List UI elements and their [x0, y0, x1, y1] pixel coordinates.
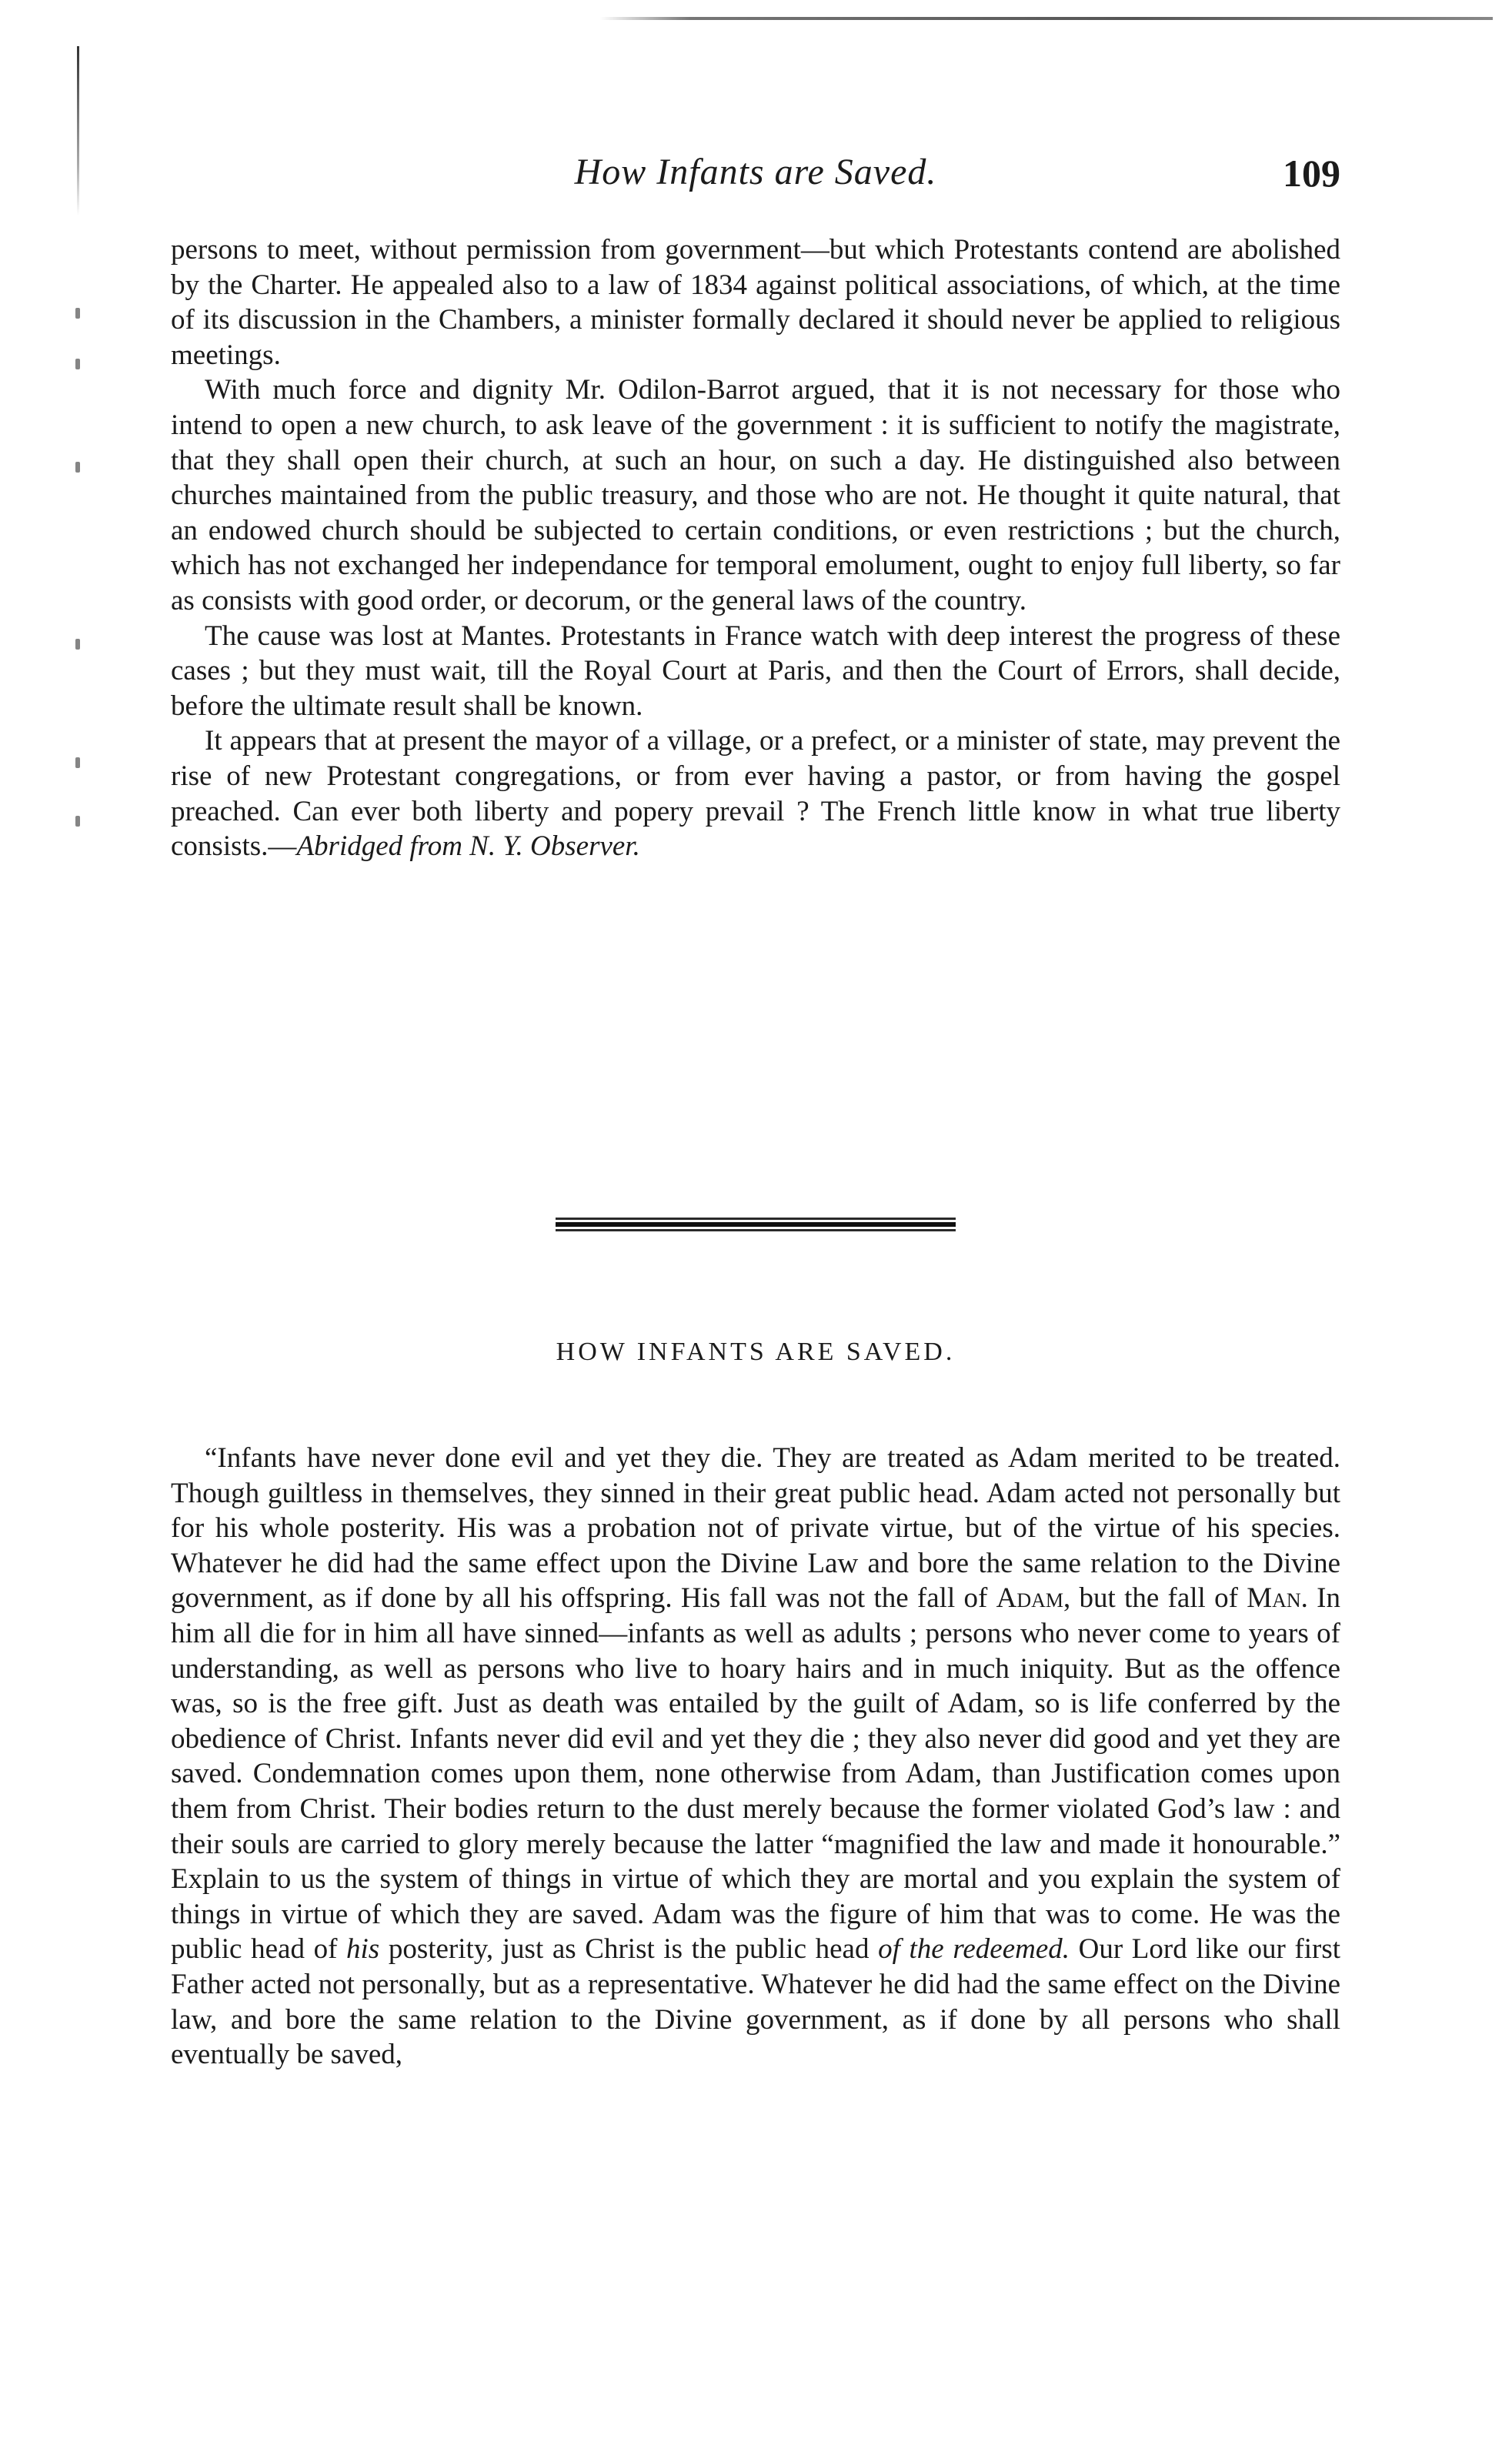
margin-speck	[75, 462, 80, 473]
running-head	[171, 151, 1340, 205]
paragraph-text: It appears that at present the mayor of a village, or a prefect, or a minister of state, may prevent the rise of new Protestant congregations, or from ever having a pastor, or from having the gospel preached. Can ever both liberty and popery prevail ? The French little know in what true liberty consists.—	[171, 725, 1340, 863]
paragraph: persons to meet, without permission from government—but which Protestants contend are abolished by the Charter. He appealed also to a law of 1834 against political associations, of which, at the time of its discussion in the Chambers, a minister formally declared it should never be applied to religious meetings.	[171, 234, 1340, 371]
section-title: HOW INFANTS ARE SAVED.	[556, 1338, 956, 1366]
paragraph: With much force and dignity Mr. Odilon-Barrot argued, that it is not necessary for those who intend to open a new church, to ask leave of the government : it is sufficient to notify the magistrate, that they shall open their church, at such an hour, on such a day. He distinguished also between churches maintained from the public treasury, and those who are not. He thought it quite natural, that an endowed church should be subjected to certain conditions, or even restrictions ; but the church, which has not exchanged her independance for temporal emolument, ought to enjoy full liberty, so far as consists with good order, or decorum, or the general laws of the country.	[171, 374, 1340, 616]
margin-speck	[75, 308, 80, 319]
text-run: . In him all die for in him all have sinned—infants as well as adults ; persons who never come to years of understanding, as well as persons who live to hoary hairs and in much iniquity. But as the offence was, so is the free gift. Just as death was entailed by the guilt of Adam, so is life conferred by the obedience of Christ. Infants never did evil and yet they die ; they also never did good and yet they are saved. Condemnation comes upon them, none otherwise from Adam, than Justification comes upon them from Christ. Their bodies return to the dust merely because the former violated God’s law : and their souls are carried to glory merely because the latter “magnified the law and made it honourable.” Explain to us the system of things in virtue of which they are mortal and you explain the system of things in virtue of which they are saved. Adam was the figure of him that was to come. He was the public head of	[171, 1582, 1340, 1966]
left-binding-edge	[77, 46, 79, 215]
text-run: , but the fall of	[1063, 1582, 1247, 1615]
section-divider	[556, 1216, 956, 1238]
divider-rule	[556, 1218, 956, 1220]
text-run: posterity, just as Christ is the public head	[379, 1933, 879, 1966]
italic-phrase: of the redeemed.	[878, 1933, 1070, 1966]
source-attribution: Abridged from N. Y. Observer.	[296, 830, 640, 863]
page-number: 109	[1283, 152, 1340, 195]
small-caps-name: Adam	[996, 1582, 1063, 1615]
paragraph: The cause was lost at Mantes. Protestants in France watch with deep interest the progress of these cases ; but they must wait, till the Royal Court at Paris, and then the Court of Errors, shall decide, before the ultimate result shall be known.	[171, 620, 1340, 722]
margin-speck	[75, 639, 80, 650]
article-text-block	[171, 1441, 1340, 2073]
top-edge-rule	[600, 17, 1493, 20]
divider-rule	[556, 1229, 956, 1231]
paragraph	[171, 723, 1340, 864]
divider-rule	[556, 1222, 956, 1227]
text-run: Our Lord like our first Father acted not personally, but as a representative. Whatever he did had the same effect on the Divine law, and bore the same relation to the Divine government, as if done by all persons who shall eventually be saved,	[171, 1933, 1340, 2071]
small-caps-name: Man	[1247, 1582, 1301, 1615]
margin-speck	[75, 816, 80, 827]
paragraph	[171, 1441, 1340, 2073]
margin-speck	[75, 359, 80, 369]
text-run: “Infants have never done evil and yet they die. They are treated as Adam merited to be treated. Though guiltless in themselves, they sinned in their great public head. Adam acted not personally but for his whole posterity. His was a probation not of private virtue, but of the virtue of his species. Whatever he did had the same effect upon the Divine Law and bore the same relation to the Divine government, as if done by all his offspring. His fall was not the fall of	[171, 1442, 1340, 1615]
italic-word: his	[346, 1933, 380, 1966]
article-text-block	[171, 232, 1340, 864]
margin-speck	[75, 757, 80, 768]
running-title: How Infants are Saved.	[574, 152, 937, 192]
